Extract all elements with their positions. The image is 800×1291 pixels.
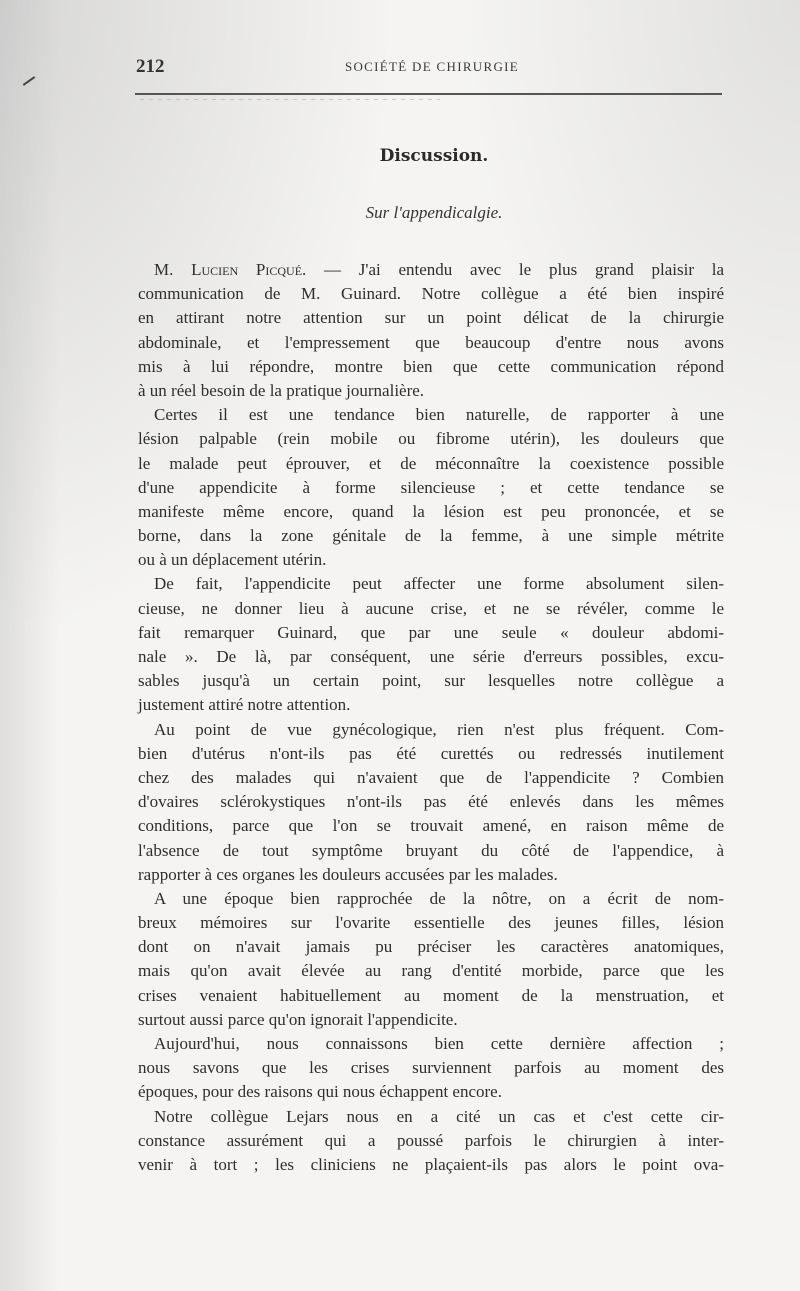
header-rule-shadow [140, 99, 440, 100]
paragraph [138, 258, 724, 403]
speaker-suffix: . — [302, 260, 359, 279]
running-header [132, 56, 722, 82]
paragraph [138, 1032, 724, 1105]
text-line: abdominale, et l'empressement que beaucoup d'entre nous avons [138, 332, 724, 352]
text-line: l'absence de tout symptôme bruyant du côté de l'appendice, à [138, 840, 724, 860]
paragraph [138, 718, 724, 887]
text-line: Au point de vue gynécologique, rien n'est plus fréquent. Com- [154, 719, 724, 739]
body-text [138, 258, 724, 1177]
text-line: mis à lui répondre, montre bien que cette communication répond [138, 356, 724, 376]
text-line: cieuse, ne donner lieu à aucune crise, et ne se révéler, comme le [138, 598, 724, 618]
text-line: dont on n'avait jamais pu préciser les caractères anatomiques, [138, 937, 724, 957]
paragraph [138, 887, 724, 1032]
text-line: Aujourd'hui, nous connaissons bien cette dernière affection ; [154, 1034, 724, 1053]
text-line: ou à un déplacement utérin. [138, 550, 327, 570]
paragraph [138, 1105, 724, 1178]
paragraph [138, 572, 724, 717]
text-line: manifeste même encore, quand la lésion est peu prononcée, et se [138, 501, 724, 521]
text-line: époques, pour des raisons qui nous échappent encore. [138, 1082, 502, 1102]
text-line: fait remarquer Guinard, que par une seule « douleur abdomi- [138, 622, 724, 642]
text-line: lésion palpable (rein mobile ou fibrome utérin), les douleurs que [138, 429, 724, 449]
text-line: A une époque bien rapprochée de la nôtre, on a écrit de nom- [154, 888, 724, 908]
text-line: à un réel besoin de la pratique journalière. [138, 380, 425, 400]
paragraph [138, 403, 724, 572]
text-line: le malade peut éprouver, et de méconnaître la coexistence possible [138, 453, 724, 473]
journal-title: SOCIÉTÉ DE CHIRURGIE [344, 59, 520, 74]
text-line: chez des malades qui n'avaient que de l'appendicite ? Combien [138, 767, 724, 787]
text-line: breux mémoires sur l'ovarite essentielle des jeunes filles, lésion [138, 913, 724, 933]
text-line: d'une appendicite à forme silencieuse ; et cette tendance se [138, 477, 724, 497]
text-line: crises venaient habituellement au moment de la menstruation, et [138, 985, 724, 1005]
text-line: communication de M. Guinard. Notre collègue a été bien inspiré [138, 284, 724, 304]
text-line: en attirant notre attention sur un point délicat de la chirurgie [138, 308, 724, 328]
text-line: Notre collègue Lejars nous en a cité un cas et c'est cette cir- [154, 1106, 724, 1126]
text-line: d'ovaires sclérokystiques n'ont-ils pas été enlevés dans les mêmes [138, 792, 724, 812]
text-line: sables jusqu'à un certain point, sur lesquelles notre collègue a [138, 671, 724, 691]
speaker-prefix: M. [154, 260, 192, 279]
text-line: nale ». De là, par conséquent, une série d'erreurs possibles, excu- [138, 647, 724, 666]
text-line: constance assurément qui a poussé parfois le chirurgien à inter- [138, 1130, 724, 1150]
page-number: 212 [136, 56, 165, 77]
text-line: rapporter à ces organes les douleurs accusées par les malades. [138, 864, 558, 884]
text-line: De fait, l'appendicite peut affecter une forme absolument silen- [154, 574, 724, 594]
speaker-name: Lucien Picqué [191, 260, 303, 279]
text-line: nous savons que les crises surviennent parfois au moment des [138, 1058, 724, 1078]
text-line: conditions, parce que l'on se trouvait amené, en raison même de [138, 816, 724, 836]
text-line: mais qu'on avait élevée au rang d'entité morbide, parce que les [138, 961, 724, 981]
section-subtitle: Sur l'appendicalgie. [365, 203, 503, 222]
text-line: justement attiré notre attention. [138, 695, 351, 715]
text-line: M. Lucien Picqué. — J'ai entendu avec le plus grand plaisir la [154, 260, 724, 279]
section-title: Discussion. [379, 146, 489, 166]
text-line: surtout aussi parce qu'on ignorait l'appendicite. [138, 1009, 458, 1029]
text-line: venir à tort ; les cliniciens ne plaçaient-ils pas alors le point ova- [138, 1154, 724, 1174]
text-line: borne, dans la zone génitale de la femme, à une simple métrite [138, 526, 724, 546]
header-rule [135, 93, 722, 95]
text-line: Certes il est une tendance bien naturelle, de rapporter à une [154, 405, 724, 425]
text-line: bien d'utérus n'ont-ils pas été curettés ou redressés inutilement [138, 743, 724, 763]
